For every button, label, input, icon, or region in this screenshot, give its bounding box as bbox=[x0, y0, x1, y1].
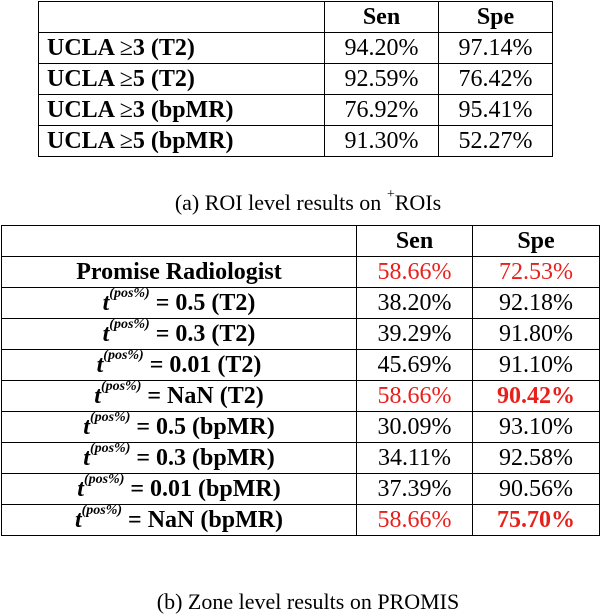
spe-cell: 95.41% bbox=[439, 95, 553, 126]
header-empty-cell bbox=[39, 2, 325, 33]
table-row bbox=[2, 505, 600, 536]
spe-cell: 93.10% bbox=[473, 412, 600, 443]
spe-cell: 91.10% bbox=[473, 350, 600, 381]
sen-cell: 58.66% bbox=[357, 257, 473, 288]
row-label: UCLA ≥5 (bpMR) bbox=[39, 126, 325, 157]
spe-cell: 92.58% bbox=[473, 443, 600, 474]
table-header-row bbox=[2, 226, 600, 257]
table-row bbox=[2, 443, 600, 474]
table-row bbox=[39, 64, 553, 95]
spe-cell: 72.53% bbox=[473, 257, 600, 288]
header-sen: Sen bbox=[325, 2, 439, 33]
spe-cell: 91.80% bbox=[473, 319, 600, 350]
row-label: $t^{(pos\%)} = 0.5$ (T2) bbox=[2, 288, 357, 319]
sen-cell: 94.20% bbox=[325, 33, 439, 64]
table-row bbox=[39, 33, 553, 64]
sen-cell: 91.30% bbox=[325, 126, 439, 157]
sen-cell: 45.69% bbox=[357, 350, 473, 381]
row-label: UCLA ≥3 (T2) bbox=[39, 33, 325, 64]
caption-b: (b) Zone level results on PROMIS bbox=[156, 589, 460, 614]
spe-cell: 90.56% bbox=[473, 474, 600, 505]
spe-cell: 92.18% bbox=[473, 288, 600, 319]
header-empty-cell bbox=[2, 226, 357, 257]
header-sen: Sen bbox=[357, 226, 473, 257]
table-row bbox=[2, 319, 600, 350]
sen-cell: 39.29% bbox=[357, 319, 473, 350]
table-header-row bbox=[39, 2, 553, 33]
spe-cell: 90.42% bbox=[473, 381, 600, 412]
sen-cell: 58.66% bbox=[357, 381, 473, 412]
spe-cell: 52.27% bbox=[439, 126, 553, 157]
sen-cell: 34.11% bbox=[357, 443, 473, 474]
table-row bbox=[39, 126, 553, 157]
zone-results-table bbox=[1, 225, 600, 536]
row-label: $t^{(pos\%)}$ = NaN (bpMR) bbox=[2, 505, 357, 536]
sen-cell: 76.92% bbox=[325, 95, 439, 126]
sen-cell: 92.59% bbox=[325, 64, 439, 95]
caption-a: (a) ROI level results on +ROIs bbox=[174, 186, 442, 215]
row-label: $t^{(pos\%)} = 0.01$ (bpMR) bbox=[2, 474, 357, 505]
table-row bbox=[39, 95, 553, 126]
table-row bbox=[2, 474, 600, 505]
sen-cell: 38.20% bbox=[357, 288, 473, 319]
radiologist-row bbox=[2, 257, 600, 288]
table-row bbox=[2, 412, 600, 443]
row-label: UCLA ≥3 (bpMR) bbox=[39, 95, 325, 126]
spe-cell: 75.70% bbox=[473, 505, 600, 536]
roi-results-table bbox=[38, 1, 553, 157]
table-row bbox=[2, 350, 600, 381]
header-spe: Spe bbox=[473, 226, 600, 257]
spe-cell: 76.42% bbox=[439, 64, 553, 95]
row-label: $t^{(pos\%)} = 0.3$ (bpMR) bbox=[2, 443, 357, 474]
sen-cell: 37.39% bbox=[357, 474, 473, 505]
row-label: $t^{(pos\%)} = 0.01$ (T2) bbox=[2, 350, 357, 381]
sen-cell: 30.09% bbox=[357, 412, 473, 443]
row-label: $t^{(pos\%)} = 0.3$ (T2) bbox=[2, 319, 357, 350]
spe-cell: 97.14% bbox=[439, 33, 553, 64]
sen-cell: 58.66% bbox=[357, 505, 473, 536]
row-label: Promise Radiologist bbox=[2, 257, 357, 288]
row-label: UCLA ≥5 (T2) bbox=[39, 64, 325, 95]
row-label: $t^{(pos\%)} = 0.5$ (bpMR) bbox=[2, 412, 357, 443]
row-label: $t^{(pos\%)}$ = NaN (T2) bbox=[2, 381, 357, 412]
header-spe: Spe bbox=[439, 2, 553, 33]
table-row bbox=[2, 288, 600, 319]
table-row bbox=[2, 381, 600, 412]
